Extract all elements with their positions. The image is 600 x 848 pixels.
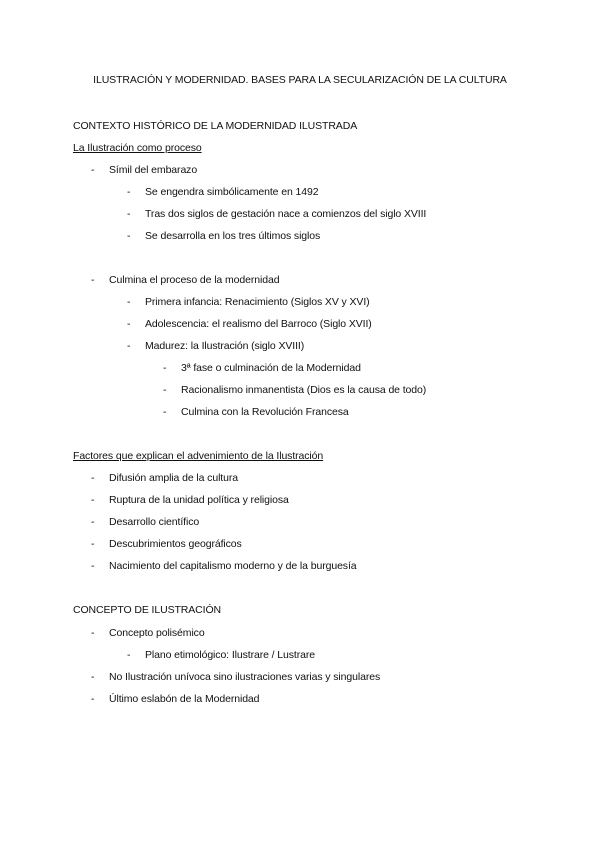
bullet-dash: -: [91, 560, 95, 572]
list-item: Difusión amplia de la cultura: [109, 472, 239, 484]
bullet-dash: -: [91, 472, 95, 484]
bullet-dash: -: [127, 649, 131, 661]
list-item: Culmina con la Revolución Francesa: [181, 406, 349, 418]
list-item: Último eslabón de la Modernidad: [109, 693, 260, 705]
bullet-dash: -: [163, 406, 167, 418]
list-item: 3ª fase o culminación de la Modernidad: [181, 362, 361, 374]
list-item: Se engendra simbólicamente en 1492: [145, 186, 319, 198]
subheading-proceso: La Ilustración como proceso: [73, 142, 202, 154]
bullet-dash: -: [91, 671, 95, 683]
list-item: Símil del embarazo: [109, 164, 198, 176]
list-item: Primera infancia: Renacimiento (Siglos XV y XVI): [145, 296, 370, 308]
bullet-dash: -: [127, 296, 131, 308]
list-item: Tras dos siglos de gestación nace a comienzos del siglo XVIII: [145, 208, 427, 220]
bullet-dash: -: [127, 186, 131, 198]
list-item: Adolescencia: el realismo del Barroco (Siglo XVII): [145, 318, 372, 330]
list-item: Se desarrolla en los tres últimos siglos: [145, 230, 321, 242]
list-item: Desarrollo científico: [109, 516, 200, 528]
bullet-dash: -: [91, 538, 95, 550]
bullet-dash: -: [91, 494, 95, 506]
subheading-factores: Factores que explican el advenimiento de la Ilustración: [73, 450, 324, 462]
section-heading-concepto: CONCEPTO DE ILUSTRACIÓN: [73, 604, 222, 616]
list-item: Racionalismo inmanentista (Dios es la causa de todo): [181, 384, 427, 396]
bullet-dash: -: [91, 274, 95, 286]
list-item: No Ilustración unívoca sino ilustraciones varias y singulares: [109, 671, 381, 683]
bullet-dash: -: [91, 164, 95, 176]
bullet-dash: -: [91, 693, 95, 705]
bullet-dash: -: [127, 230, 131, 242]
section-heading-contexto: CONTEXTO HISTÓRICO DE LA MODERNIDAD ILUSTRADA: [73, 120, 358, 132]
list-item: Culmina el proceso de la modernidad: [109, 274, 280, 286]
bullet-dash: -: [163, 362, 167, 374]
bullet-dash: -: [127, 318, 131, 330]
bullet-dash: -: [127, 340, 131, 352]
bullet-dash: -: [127, 208, 131, 220]
list-item: Ruptura de la unidad política y religiosa: [109, 494, 289, 506]
document-title: ILUSTRACIÓN Y MODERNIDAD. BASES PARA LA SECULARIZACIÓN DE LA CULTURA: [93, 74, 507, 86]
list-item: Concepto polisémico: [109, 627, 205, 639]
list-item: Descubrimientos geográficos: [109, 538, 242, 550]
list-item: Plano etimológico: Ilustrare / Lustrare: [145, 649, 316, 661]
list-item: Madurez: la Ilustración (siglo XVIII): [145, 340, 305, 352]
bullet-dash: -: [91, 516, 95, 528]
bullet-dash: -: [91, 627, 95, 639]
list-item: Nacimiento del capitalismo moderno y de la burguesía: [109, 560, 357, 572]
bullet-dash: -: [163, 384, 167, 396]
